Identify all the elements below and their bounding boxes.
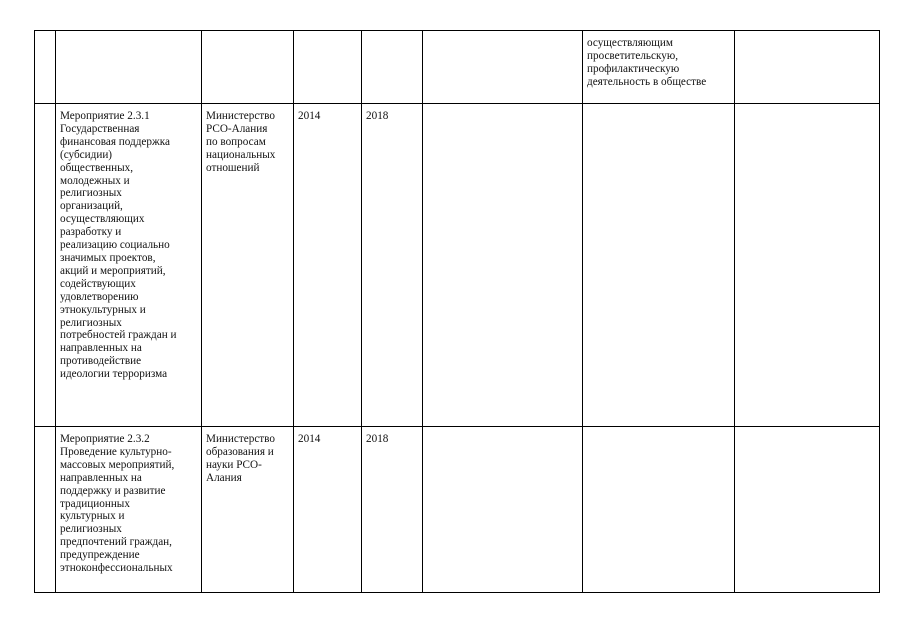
table-row <box>35 31 880 104</box>
table-row <box>35 427 880 593</box>
program-table <box>34 30 880 593</box>
executor-cell: Министерство РСО-Алания по вопросам национальных отношений <box>202 104 294 427</box>
table-row <box>35 104 880 427</box>
row-number-cell <box>35 427 56 593</box>
start-year-cell <box>294 31 362 104</box>
activity-name-cell <box>56 31 202 104</box>
end-year-cell: 2018 <box>362 104 423 427</box>
column-7-cell: осуществляющим просветительскую, профилактическую деятельность в обществе <box>583 31 735 104</box>
column-7-cell <box>583 104 735 427</box>
column-6-cell <box>423 31 583 104</box>
column-8-cell <box>735 31 880 104</box>
column-8-cell <box>735 427 880 593</box>
column-6-cell <box>423 104 583 427</box>
end-year-cell <box>362 31 423 104</box>
start-year-cell: 2014 <box>294 427 362 593</box>
end-year-cell: 2018 <box>362 427 423 593</box>
activity-name-cell: Мероприятие 2.3.1 Государственная финансовая поддержка (субсидии) общественных, молодежных и религиозных организаций, осуществляющих разработку и реализацию социально значимых проектов, акций и мероприятий, содействующих удовлетворению этнокультурных и религиозных потребностей граждан и направленных на противодействие идеологии терроризма <box>56 104 202 427</box>
row-number-cell <box>35 31 56 104</box>
column-6-cell <box>423 427 583 593</box>
row-number-cell <box>35 104 56 427</box>
start-year-cell: 2014 <box>294 104 362 427</box>
column-7-cell <box>583 427 735 593</box>
column-8-cell <box>735 104 880 427</box>
activity-name-cell: Мероприятие 2.3.2 Проведение культурно- массовых мероприятий, направленных на поддержку и развитие традиционных культурных и религиозных предпочтений граждан, предупреждение этноконфессиональных <box>56 427 202 593</box>
executor-cell: Министерство образования и науки РСО- Алания <box>202 427 294 593</box>
executor-cell <box>202 31 294 104</box>
